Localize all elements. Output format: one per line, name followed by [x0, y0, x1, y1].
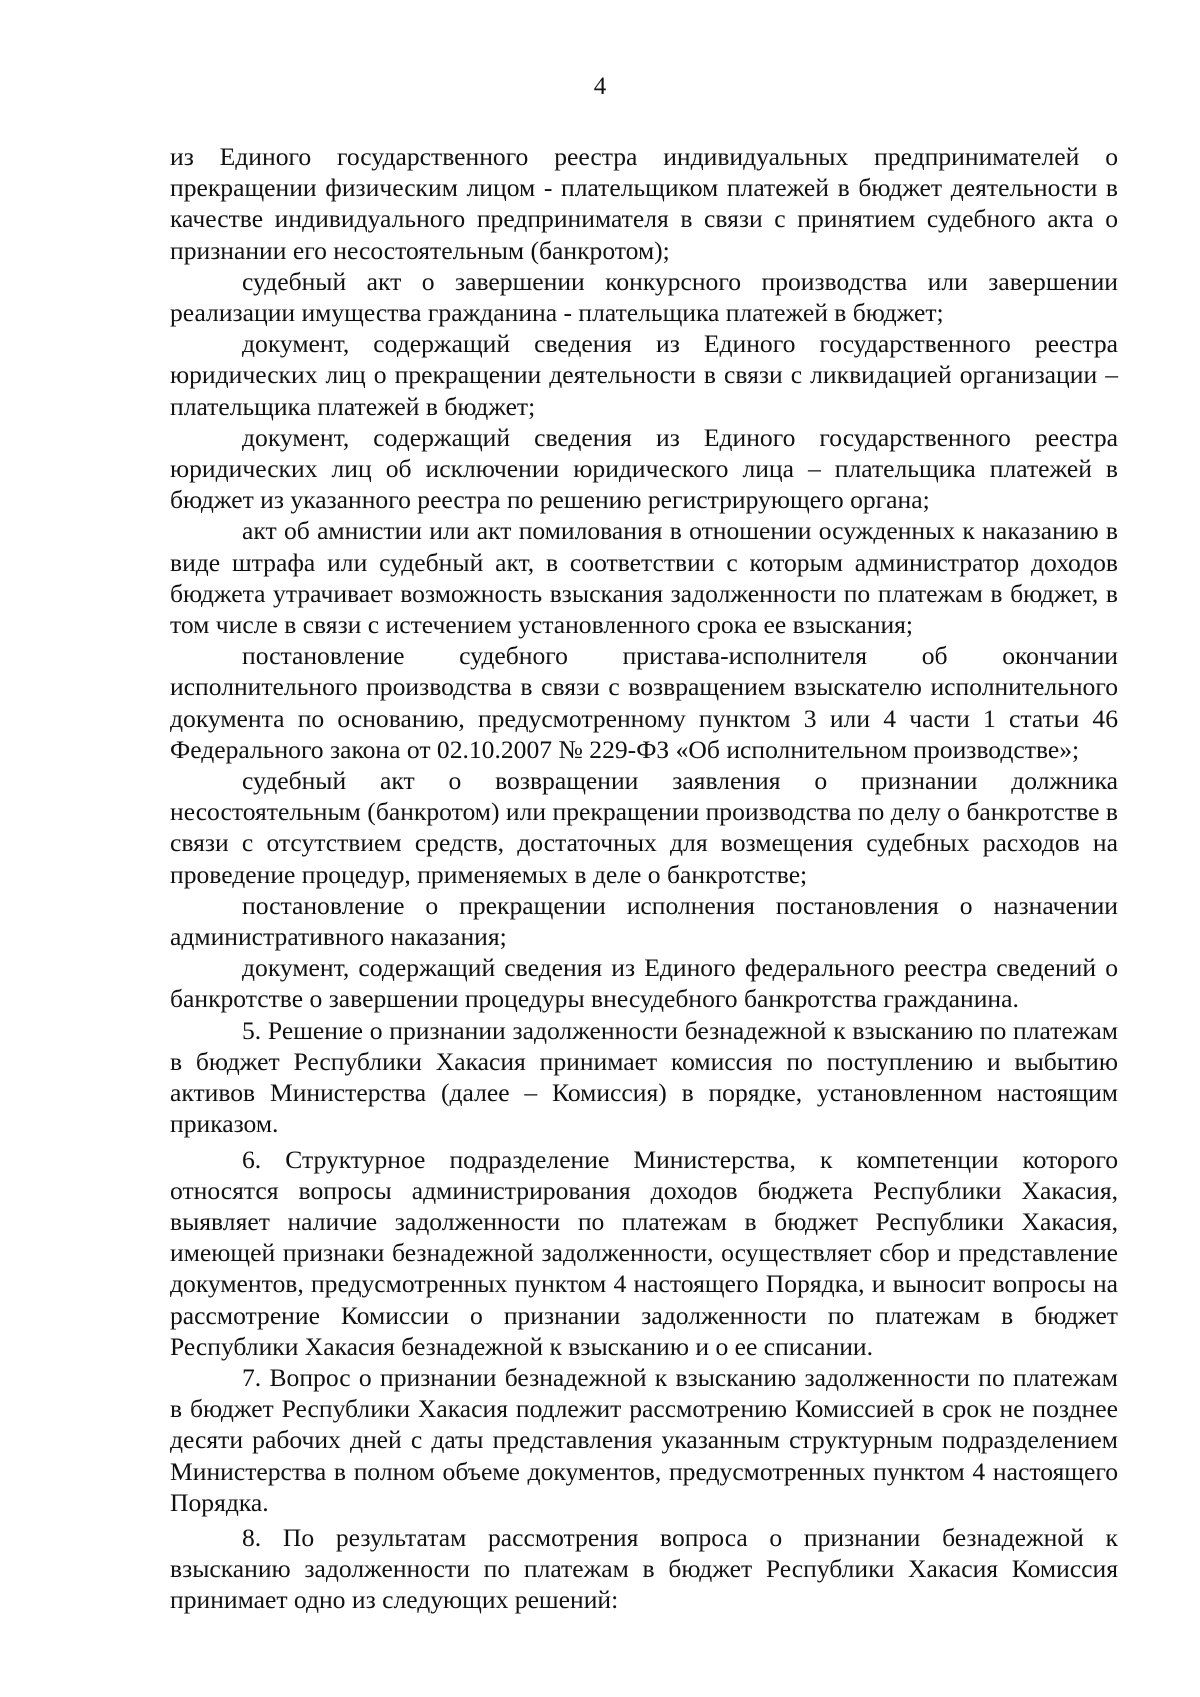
- paragraph-out-of-court-bankruptcy: документ, содержащий сведения из Единого федерального реестра сведений о банкротстве о завершении процедуры внесудебного банкротства гражданина.: [170, 953, 1118, 1014]
- page-number: 4: [593, 73, 607, 100]
- paragraph-item-5: 5. Решение о признании задолженности безнадежной к взысканию по платежам в бюджет Республики Хакасия принимает комиссия по поступлению и выбытию активов Министерства (далее – Комиссия) в порядке, установленном настоящим приказом.: [170, 1015, 1118, 1139]
- paragraph-bankruptcy-act: судебный акт о завершении конкурсного производства или завершении реализации имущества гражданина - плательщика платежей в бюджет;: [170, 266, 1118, 328]
- paragraph-item-8: 8. По результатам рассмотрения вопроса о признании безнадежной к взысканию задолженности по платежам в бюджет Республики Хакасия Комиссия принимает одно из следующих решений:: [170, 1522, 1118, 1615]
- paragraph-item-7: 7. Вопрос о признании безнадежной к взысканию задолженности по платежам в бюджет Республики Хакасия подлежит рассмотрению Комиссией в срок не позднее десяти рабочих дней с даты представления указанным структурным подразделением Министерства в полном объеме документов, предусмотренных пунктом 4 настоящего Порядка.: [170, 1362, 1118, 1517]
- paragraph-exclusion-record: документ, содержащий сведения из Единого государственного реестра юридических лиц об исключении юридического лица – плательщика платежей в бюджет из указанного реестра по решению регистрирующего органа;: [170, 422, 1118, 515]
- document-body: [170, 141, 1118, 1616]
- paragraph-amnesty-act: акт об амнистии или акт помилования в отношении осужденных к наказанию в виде штрафа или судебный акт, в соответствии с которым администратор доходов бюджета утрачивает возможность взыскания задолженности по платежам в бюджет, в том числе в связи с истечением установленного срока ее взыскания;: [170, 516, 1118, 640]
- paragraph-returned-application: судебный акт о возвращении заявления о признании должника несостоятельным (банкротом) или прекращении производства по делу о банкротстве в связи с отсутствием средств, достаточных для возмещения судебных расходов на проведение процедур, применяемых в деле о банкротстве;: [170, 766, 1118, 889]
- paragraph-item-6: 6. Структурное подразделение Министерства, к компетенции которого относятся вопросы администрирования доходов бюджета Республики Хакасия, выявляет наличие задолженности по платежам в бюджет Республики Хакасия, имеющей признаки безнадежной задолженности, осуществляет сбор и представление документов, предусмотренных пунктом 4 настоящего Порядка, и выносит вопросы на рассмотрение Комиссии о признании задолженности по платежам в бюджет Республики Хакасия безнадежной к взысканию и о ее списании.: [170, 1144, 1118, 1361]
- paragraph-termination-resolution: постановление о прекращении исполнения постановления о назначении административного наказания;: [170, 890, 1118, 952]
- paragraph-continuation: из Единого государственного реестра индивидуальных предпринимателей о прекращении физическим лицом - плательщиком платежей в бюджет деятельности в качестве индивидуального предпринимателя в связи с принятием судебного акта о признании его несостоятельным (банкротом);: [170, 142, 1118, 265]
- paragraph-liquidation-record: документ, содержащий сведения из Единого государственного реестра юридических лиц о прекращении деятельности в связи с ликвидацией организации – плательщика платежей в бюджет;: [170, 329, 1118, 421]
- paragraph-bailiff-resolution: постановление судебного пристава-исполнителя об окончании исполнительного производства в связи с возвращением взыскателю исполнительного документа по основанию, предусмотренному пунктом 3 или 4 части 1 статьи 46 Федерального закона от 02.10.2007 № 229-ФЗ «Об исполнительном производстве»;: [170, 641, 1118, 764]
